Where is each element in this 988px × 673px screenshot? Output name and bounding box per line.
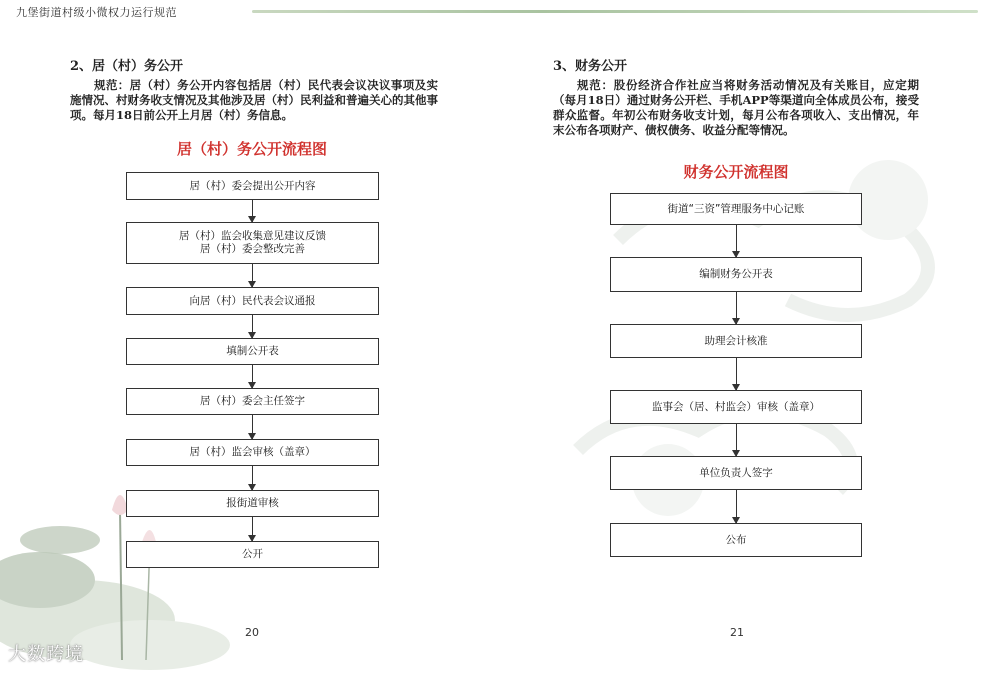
section-body: 规范：股份经济合作社应当将财务活动情况及有关账目，应定期（每月18日）通过财务公开栏、手机APP等渠道向全体成员公布，接受群众监督。年初公布财务收支计划，每月公布各项收入、支出情况，年末公布各项财产、债权债务、收益分配等情况。 — [553, 78, 919, 137]
flowchart-title: 财务公开流程图 — [683, 163, 789, 181]
flow-arrow — [252, 264, 253, 287]
flow-step-6: 公布 — [610, 523, 862, 557]
flow-arrow — [252, 200, 253, 222]
section-title: 3、财务公开 — [553, 59, 628, 74]
flow-step-3: 助理会计核准 — [610, 324, 862, 358]
flow-step-6: 居（村）监会审核（盖章） — [126, 439, 379, 466]
flow-step-1: 街道“三资”管理服务中心记账 — [610, 193, 862, 225]
flowchart-title: 居（村）务公开流程图 — [176, 140, 327, 158]
flow-step-5: 居（村）委会主任签字 — [126, 388, 379, 415]
flow-step-2: 居（村）监会收集意见建议反馈居（村）委会整改完善 — [126, 222, 379, 264]
flow-arrow — [252, 466, 253, 490]
watermark-text: 大数跨境 — [8, 644, 84, 665]
page-number: 20 — [245, 626, 259, 639]
flow-step-3: 向居（村）民代表会议通报 — [126, 287, 379, 315]
flow-step-7: 报街道审核 — [126, 490, 379, 517]
header-title: 九堡街道村级小微权力运行规范 — [16, 6, 177, 19]
flow-arrow — [736, 424, 737, 456]
flow-step-4: 填制公开表 — [126, 338, 379, 365]
right-page — [494, 0, 988, 673]
flow-step-4: 监事会（居、村监会）审核（盖章） — [610, 390, 862, 424]
flow-arrow — [252, 415, 253, 439]
flow-arrow — [736, 490, 737, 523]
flow-arrow — [252, 517, 253, 541]
flow-arrow — [736, 225, 737, 257]
flow-step-2: 编制财务公开表 — [610, 257, 862, 292]
flow-step-1: 居（村）委会提出公开内容 — [126, 172, 379, 200]
section-body: 规范：居（村）务公开内容包括居（村）民代表会议决议事项及实施情况、村财务收支情况及其他涉及居（村）民利益和普遍关心的其他事项。每月18日前公开上月居（村）务信息。 — [70, 78, 438, 122]
flow-step-8: 公开 — [126, 541, 379, 568]
flow-step-5: 单位负责人签字 — [610, 456, 862, 490]
flow-arrow — [252, 315, 253, 338]
flow-arrow — [736, 292, 737, 324]
flow-arrow — [252, 365, 253, 388]
flow-arrow — [736, 358, 737, 390]
section-title: 2、居（村）务公开 — [70, 59, 184, 74]
page-number: 21 — [730, 626, 744, 639]
